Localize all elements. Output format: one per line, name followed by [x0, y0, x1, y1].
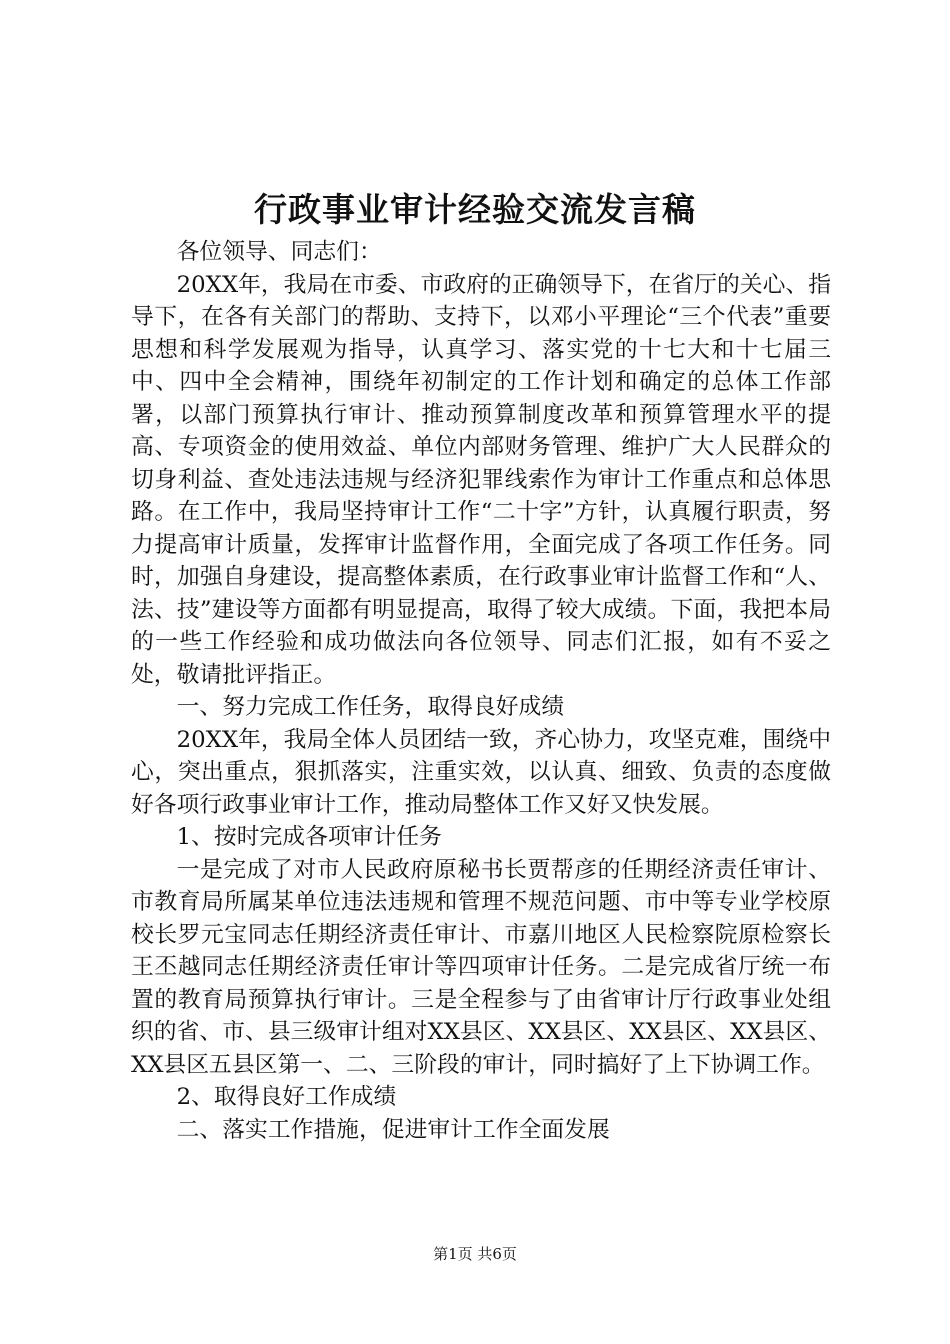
document-body — [131, 236, 831, 1146]
subsection-heading: 2、取得良好工作成绩 — [176, 1084, 397, 1110]
body-paragraph: 一是完成了对市人民政府原秘书长贾帮彦的任期经济责任审计、市教育局所属某单位违法违规和管理不规范问题、市中等专业学校原校长罗元宝同志任期经济责任审计、市嘉川地区人民检察院原检察长王丕越同志任期经济责任审计等四项审计任务。二是完成省厅统一布置的教育局预算执行审计。三是全程参与了由省审计厅行政事业处组织的省、市、县三级审计组对XX县区、XX县区、XX县区、XX县区、XX县区五县区第一、二、三阶段的审计，同时搞好了上下协调工作。 — [131, 856, 831, 1078]
section-heading: 一、努力完成工作任务，取得良好成绩 — [176, 694, 565, 720]
body-paragraph: 20XX年，我局在市委、市政府的正确领导下，在省厅的关心、指导下，在各有关部门的帮助、支持下，以邓小平理论“三个代表”重要思想和科学发展观为指导，认真学习、落实党的十七大和十七届三中、四中全会精神，围绕年初制定的工作计划和确定的总体工作部署，以部门预算执行审计、推动预算制度改革和预算管理水平的提高、专项资金的使用效益、单位内部财务管理、维护广大人民群众的切身利益、查处违法违规与经济犯罪线索作为审计工作重点和总体思路。在工作中，我局坚持审计工作“二十字”方针，认真履行职责，努力提高审计质量，发挥审计监督作用，全面完成了各项工作任务。同时，加强自身建设，提高整体素质，在行政事业审计监督工作和“人、法、技”建设等方面都有明显提高，取得了较大成绩。下面，我把本局的一些工作经验和成功做法向各位领导、同志们汇报，如有不妥之处，敬请批评指正。 — [131, 271, 831, 688]
document-title: 行政事业审计经验交流发言稿 — [254, 190, 696, 229]
body-paragraph: 20XX年，我局全体人员团结一致，齐心协力，攻坚克难，围绕中心，突出重点，狠抓落实，注重实效，以认真、细致、负责的态度做好各项行政事业审计工作，推动局整体工作又好又快发展。 — [131, 726, 831, 818]
page-number-footer: 第1页 共6页 — [433, 1245, 517, 1263]
subsection-heading: 1、按时完成各项审计任务 — [176, 824, 442, 850]
section-heading: 二、落实工作措施，促进审计工作全面发展 — [176, 1116, 610, 1143]
salutation: 各位领导、同志们： — [176, 239, 382, 265]
